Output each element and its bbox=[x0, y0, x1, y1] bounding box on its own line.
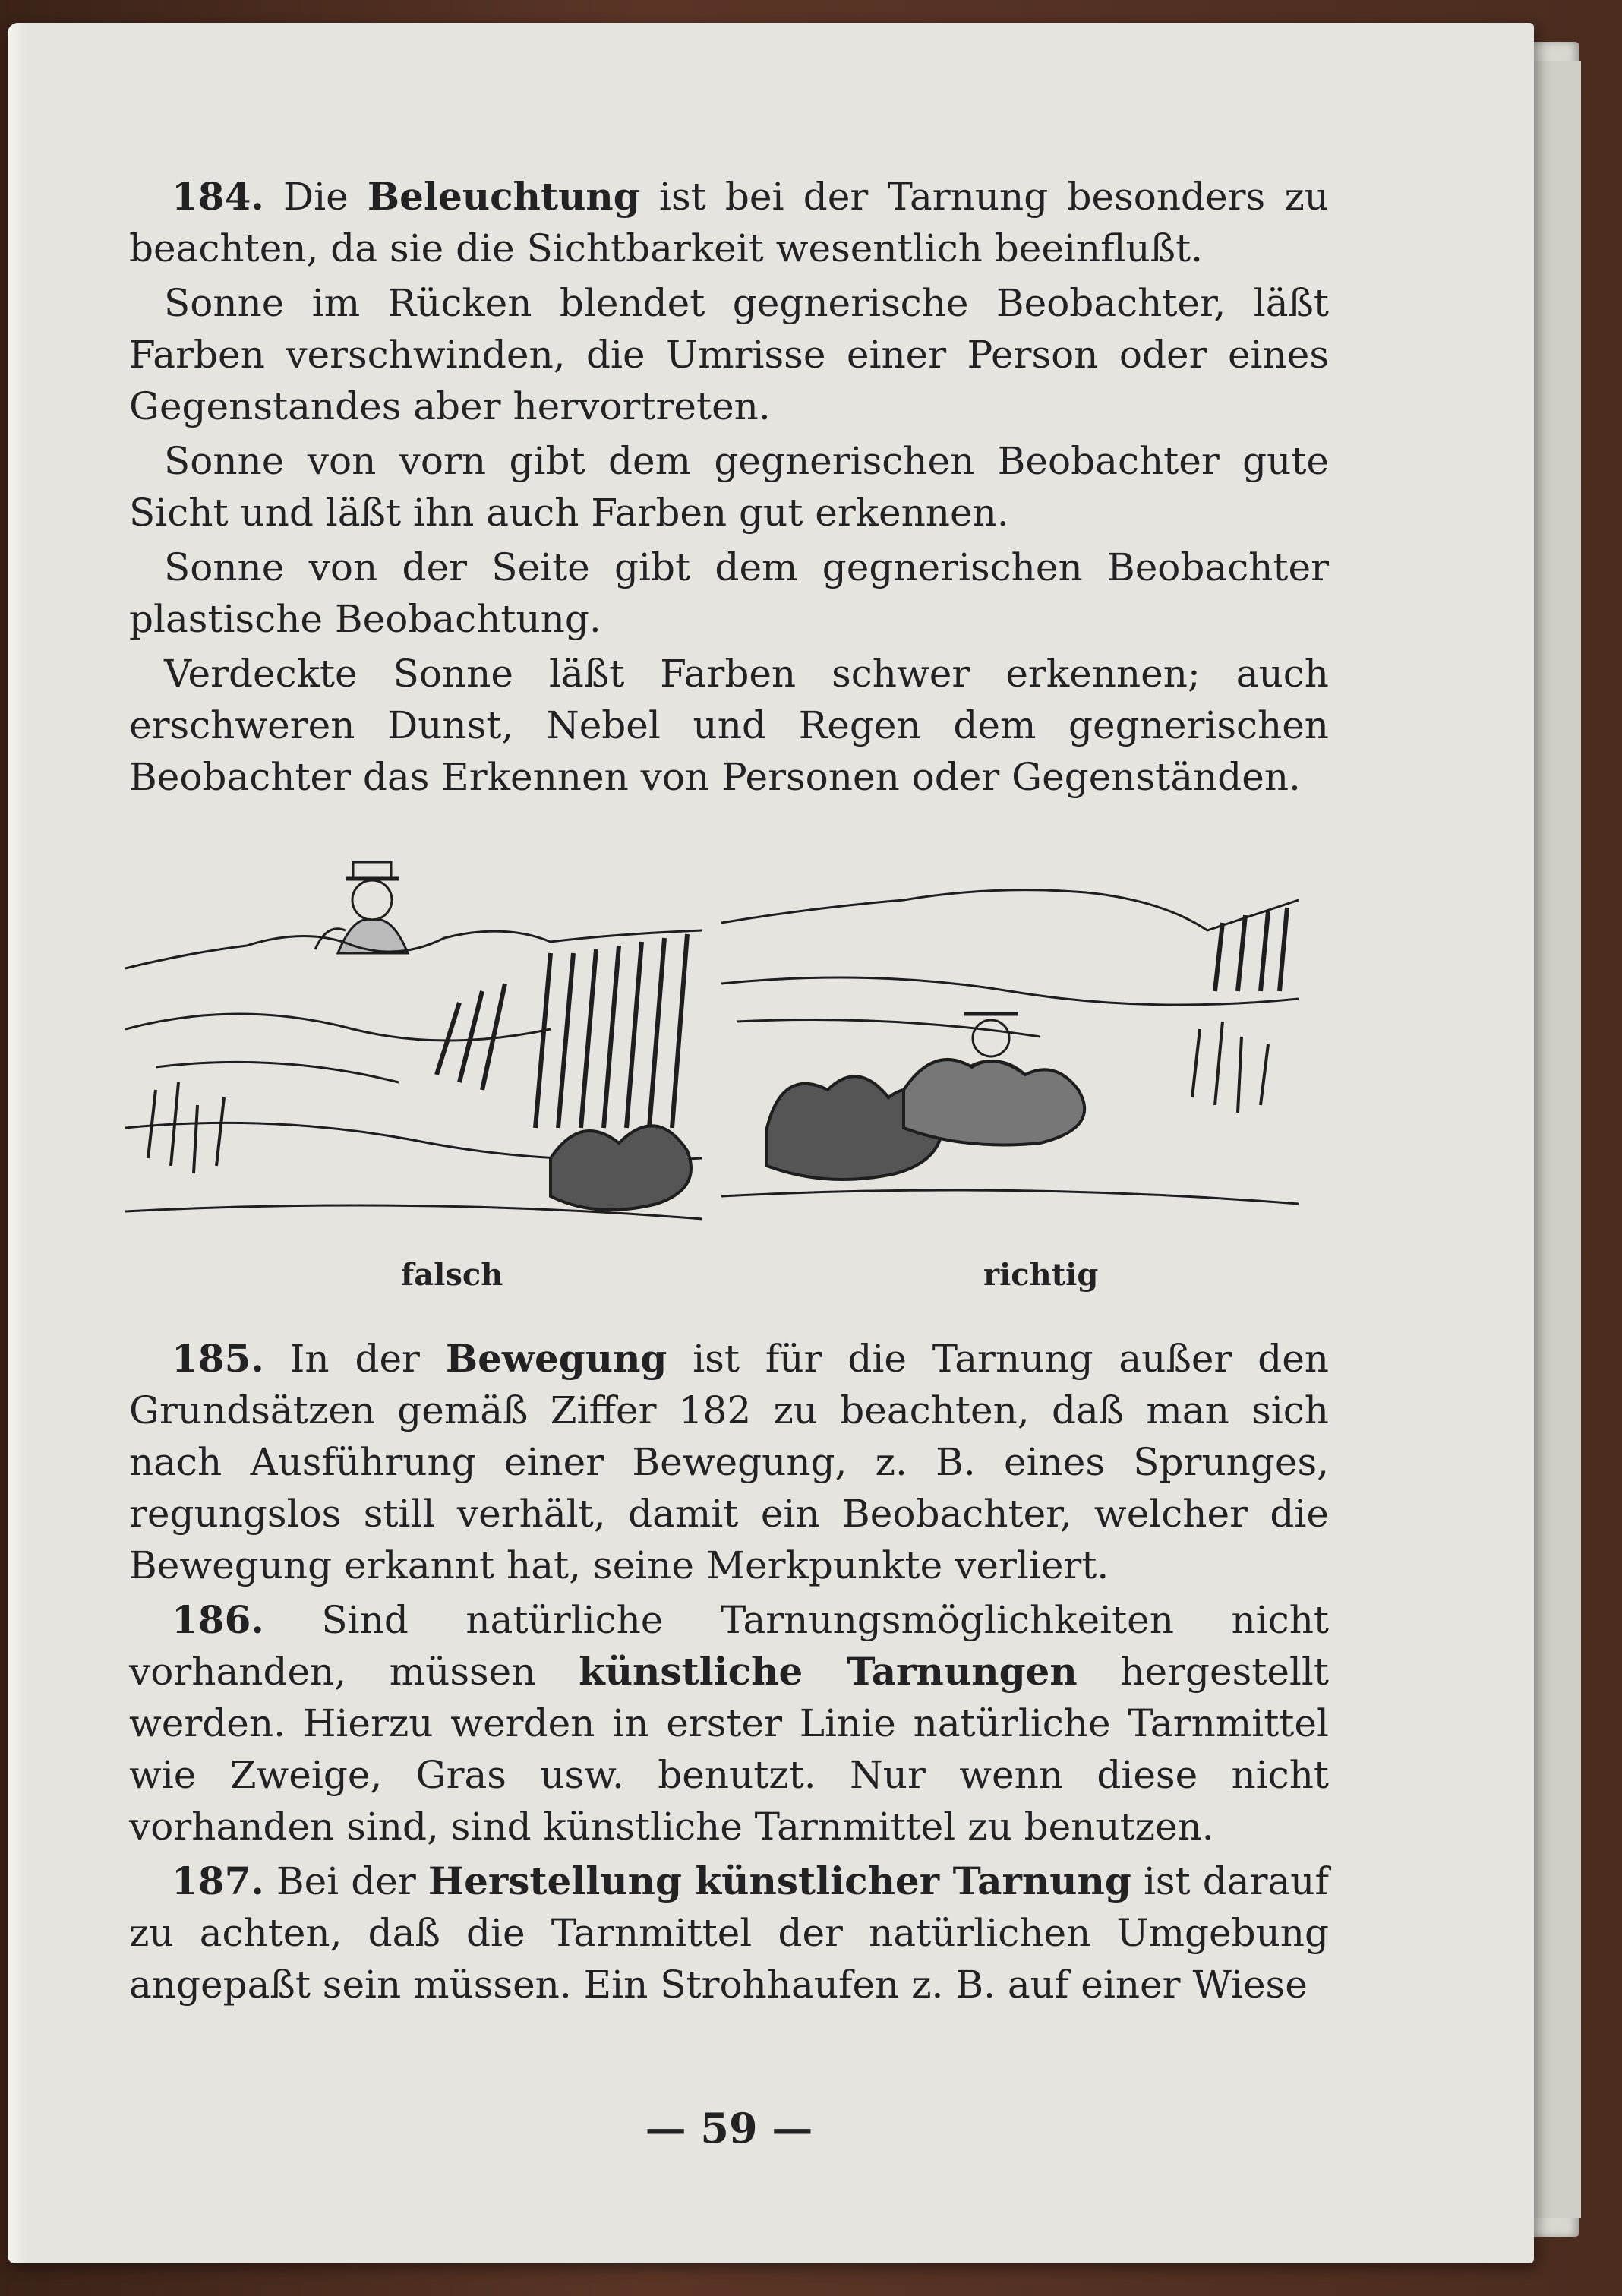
paragraph-sun-behind: Sonne im Rücken blendet gegnerische Beobachter, läßt Farben verschwinden, die Umrisse einer Person oder eines Gegenstandes aber hervortreten. bbox=[129, 281, 1329, 428]
page-number: — 59 — bbox=[645, 2104, 813, 2152]
paragraph-text: Die bbox=[263, 175, 368, 219]
illustration-right bbox=[721, 839, 1299, 1249]
illustration-wrong bbox=[125, 839, 702, 1249]
paragraph-text: ist bei der Tarnung besonders zu beachten, da sie die Sichtbarkeit wesentlich beeinflußt. bbox=[129, 175, 1329, 270]
paragraph-sun-front: Sonne von vorn gibt dem gegnerischen Beobachter gute Sicht und läßt ihn auch Farben gut erkennen. bbox=[129, 439, 1329, 535]
paragraph-text: Bei der bbox=[263, 1859, 428, 1903]
paragraph-number: 184. bbox=[172, 174, 264, 219]
paragraph-text: In der bbox=[263, 1337, 446, 1381]
paragraph-number: 186. bbox=[172, 1597, 264, 1642]
emphasis-text: künstliche Tarnungen bbox=[579, 1649, 1078, 1694]
emphasis-text: Bewegung bbox=[445, 1336, 667, 1381]
paragraph-text: ist darauf zu achten, daß die Tarnmittel der natürlichen Umgebung angepaßt sein müssen. Ein Strohhaufen z. B. auf einer Wiese bbox=[129, 1859, 1329, 2007]
paragraph-text: Sind natürliche Tarnungsmöglichkeiten nicht vorhanden, müssen bbox=[129, 1598, 1329, 1694]
emphasis-text: Herstellung künstlicher Tarnung bbox=[428, 1859, 1131, 1903]
paragraph-187 bbox=[129, 1855, 1329, 2010]
paragraph-sun-side: Sonne von der Seite gibt dem gegnerischen Beobachter plastische Beobachtung. bbox=[129, 545, 1329, 641]
paragraph-sun-covered: Verdeckte Sonne läßt Farben schwer erkennen; auch erschweren Dunst, Nebel und Regen dem gegnerischen Beobachter das Erkennen von Personen oder Gegenständen. bbox=[129, 652, 1329, 799]
caption-right: richtig bbox=[983, 1257, 1099, 1293]
caption-wrong: falsch bbox=[401, 1257, 503, 1293]
paragraph-number: 187. bbox=[172, 1859, 264, 1903]
paragraph-text: hergestellt werden. Hierzu werden in erster Linie natürliche Tarnmittel wie Zweige, Gras usw. benutzt. Nur wenn diese nicht vorhanden sind, sind künstliche Tarnmittel zu benutzen. bbox=[129, 1650, 1329, 1849]
illustration-wrong-drawing bbox=[125, 839, 702, 1249]
paragraph-184 bbox=[129, 171, 1329, 274]
emphasis-text: Beleuchtung bbox=[367, 174, 640, 219]
paragraph-185 bbox=[129, 1333, 1329, 1591]
illustration-right-drawing bbox=[721, 839, 1299, 1249]
book-page bbox=[8, 23, 1534, 2263]
paragraph-number: 185. bbox=[172, 1336, 264, 1381]
text-block-bottom bbox=[129, 1333, 1329, 2013]
paragraph-text: ist für die Tarnung außer den Grundsätzen gemäß Ziffer 182 zu beachten, daß man sich nach Ausführung einer Bewegung, z. B. eines Sprunges, regungslos still verhält, damit ein Beobachter, welcher die Bewegung erkannt hat, seine Merkpunkte verliert. bbox=[129, 1337, 1329, 1587]
text-block-top bbox=[129, 171, 1329, 806]
paragraph-186 bbox=[129, 1594, 1329, 1852]
